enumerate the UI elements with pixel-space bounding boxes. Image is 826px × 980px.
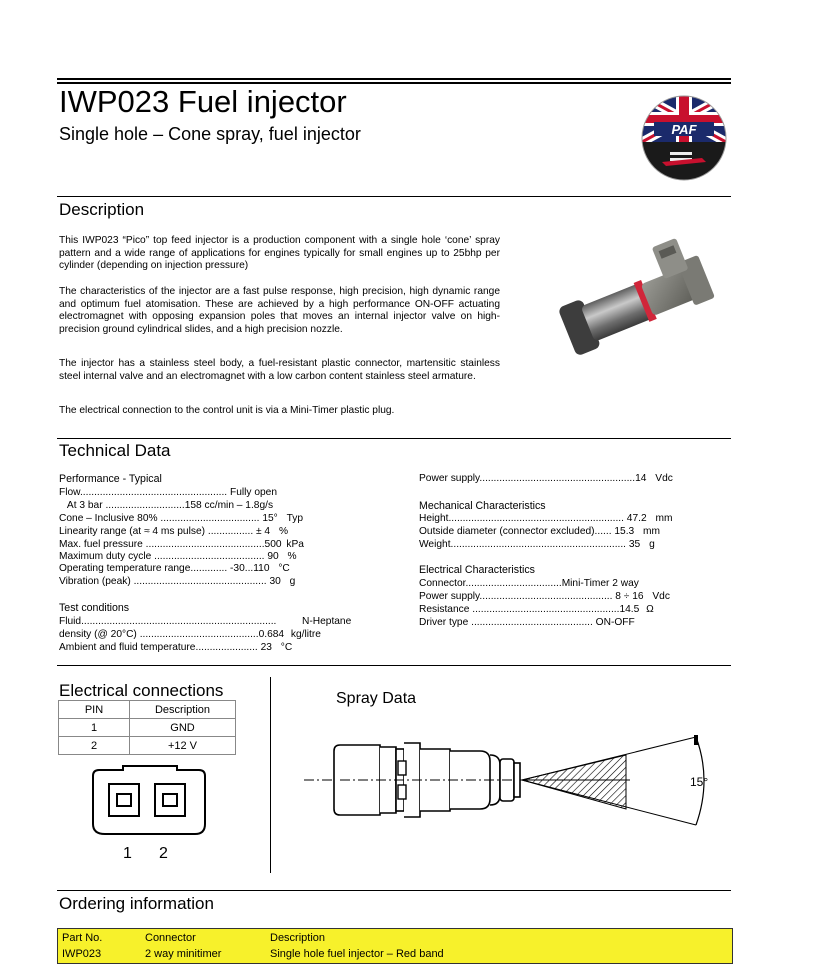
spray-heading: Spray Data — [336, 690, 417, 707]
pin-header: PIN — [59, 701, 130, 719]
test-row-ambient: Ambient and fluid temperature...................... 23 °C — [59, 642, 293, 653]
ordering-header-partno: Part No. — [62, 932, 103, 944]
perf-row-linearity: Linearity range (at ≈ 4 ms pulse) ................ ± 4 % — [59, 526, 289, 537]
description-p3: The injector has a stainless steel body, a fuel-resistant plastic connector, martensitic stainless steel internal valve and an electromagnet with a low carbon content stainless steel armature. — [59, 358, 500, 382]
ordering-partno: IWP023 — [62, 948, 102, 960]
technical-heading: Technical Data — [59, 441, 171, 460]
ordering-table — [57, 928, 733, 964]
column-divider — [270, 677, 271, 873]
description-p1: This IWP023 “Pico” top feed injector is a production component with a single hole ‘cone’ spray pattern and a wide range of applications for engines typically for small engines up to 25bhp per cylinder (depending on injection pressure) — [59, 235, 500, 271]
pin-description-cell: +12 V — [130, 737, 236, 755]
page-title: IWP023 Fuel injector — [59, 84, 347, 119]
elec-row-power: Power supply............................................... 8 ÷ 16 Vdc — [419, 591, 670, 602]
ordering-header-description: Description — [270, 932, 326, 944]
ordering-description: Single hole fuel injector – Red band — [270, 948, 444, 960]
elec-row-connector: Connector..................................Mini-Timer 2 way — [419, 578, 639, 589]
description-rule — [57, 196, 731, 197]
paf-logo — [634, 94, 734, 182]
mech-row-weight: Weight.............................................................. 35 g — [419, 539, 655, 550]
test-row-fluid-value: N-Heptane — [302, 616, 352, 627]
ordering-connector: 2 way minitimer — [145, 948, 222, 960]
ordering-header-connector: Connector — [145, 932, 196, 944]
perf-row-flow: Flow.................................................... Fully open — [59, 487, 277, 498]
injector-photo — [540, 236, 720, 376]
test-row-density: density (@ 20°C) ..........................................0.684 kg/litre — [59, 629, 321, 640]
mech-row-diameter: Outside diameter (connector excluded)...... 15.3 mm — [419, 526, 661, 537]
technical-rule — [57, 438, 731, 439]
electrical-rule — [57, 665, 731, 666]
perf-row-vibration: Vibration (peak) ............................................... 30 g — [59, 576, 296, 587]
perf-row-duty: Maximum duty cycle ....................................... 90 % — [59, 551, 297, 562]
test-row-fluid: Fluid..................................................................... — [59, 616, 277, 627]
elec-row-resistance: Resistance ....................................................14.5 Ω — [419, 604, 654, 615]
mech-row-height: Height.............................................................. 47.2 mm — [419, 513, 673, 524]
perf-row-3bar: At 3 bar ............................158 cc/min – 1.8g/s — [59, 500, 274, 511]
pin-label-1: 1 — [123, 845, 132, 862]
connector-diagram — [85, 764, 215, 844]
performance-title: Performance - Typical — [59, 473, 162, 485]
elec-row-driver: Driver type ........................................... ON-OFF — [419, 617, 635, 628]
pin-cell: 1 — [59, 719, 130, 737]
ordering-rule — [57, 890, 731, 891]
electrical-char-title: Electrical Characteristics — [419, 564, 535, 576]
mechanical-title: Mechanical Characteristics — [419, 500, 546, 512]
pin-table — [58, 700, 236, 755]
description-p2: The characteristics of the injector are a fast pulse response, high precision, high dynamic range and optimum fuel atomisation. These are achieved by a high performance ON-OFF actuating electromagnet with opposing expansion poles that moves an internal injector valve on high-precision ground cylindrical slides, and a high precision nozzle. — [59, 286, 500, 335]
description-header: Description — [130, 701, 236, 719]
perf-row-pressure: Max. fuel pressure ..........................................500 kPa — [59, 539, 304, 550]
perf-row-cone: Cone – Inclusive 80% ................................... 15° Typ — [59, 513, 303, 524]
pin-description-cell: GND — [130, 719, 236, 737]
spray-diagram — [300, 725, 720, 845]
power-supply-row: Power supply.......................................................14 Vdc — [419, 473, 673, 484]
page-subtitle: Single hole – Cone spray, fuel injector — [59, 124, 361, 144]
pin-cell: 2 — [59, 737, 130, 755]
description-p4: The electrical connection to the control unit is via a Mini-Timer plastic plug. — [59, 405, 395, 416]
electrical-heading: Electrical connections — [59, 681, 224, 700]
perf-row-temp: Operating temperature range............. -30...110 °C — [59, 563, 290, 574]
ordering-heading: Ordering information — [59, 894, 214, 913]
spray-angle-label: 15° — [690, 775, 709, 789]
pin-label-2: 2 — [159, 845, 168, 862]
test-conditions-title: Test conditions — [59, 602, 130, 614]
description-heading: Description — [59, 200, 145, 219]
logo-text: PAF — [671, 122, 697, 137]
